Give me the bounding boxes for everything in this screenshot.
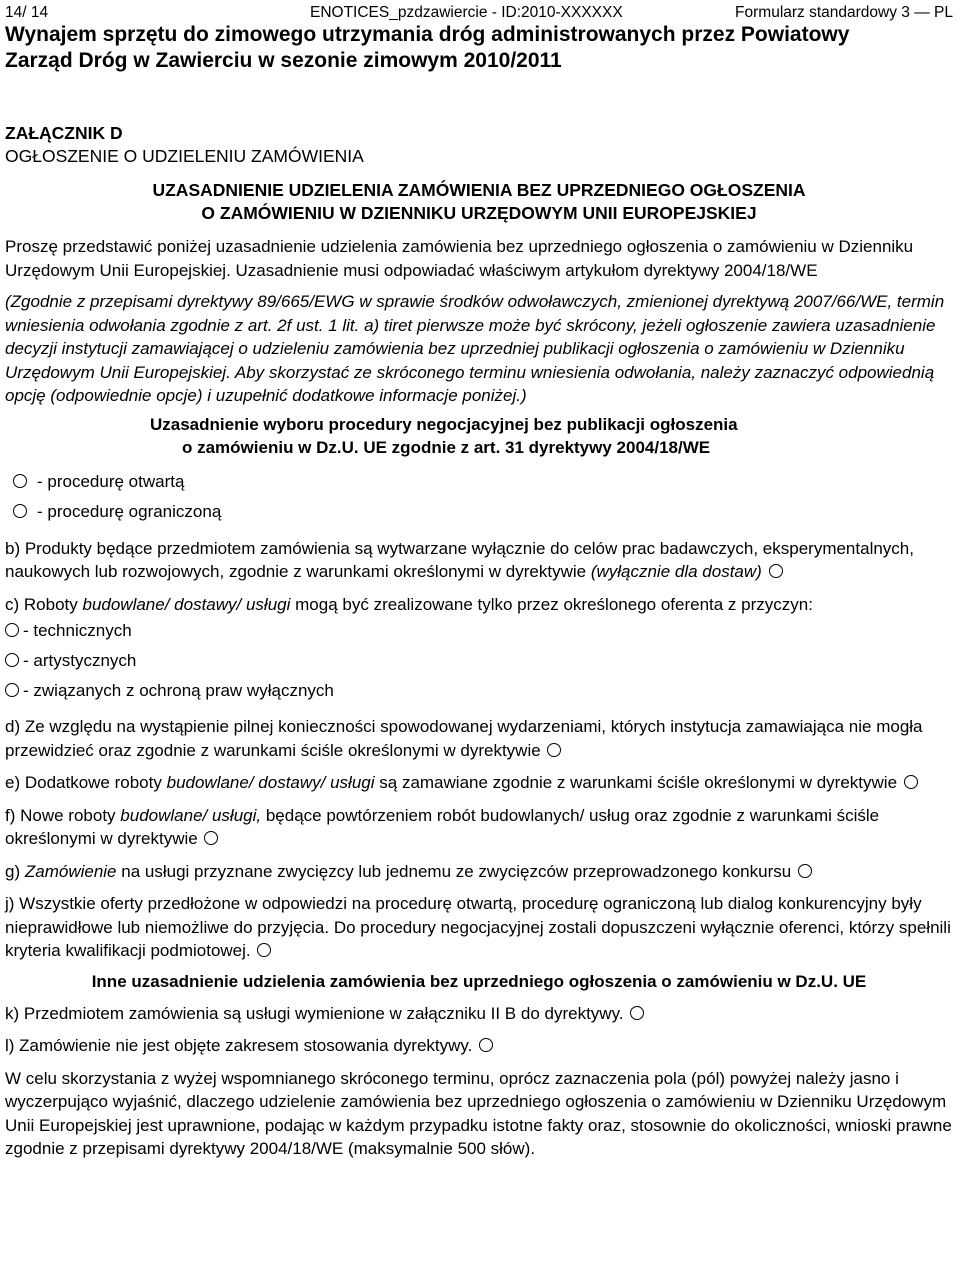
- item-j: [5, 892, 953, 963]
- item-c: [5, 593, 953, 617]
- document-title: [5, 22, 953, 74]
- item-f: [5, 804, 953, 851]
- form-name: Formularz standardowy 3 — PL: [735, 4, 953, 21]
- radio-item-g[interactable]: [798, 864, 812, 878]
- radio-item-j[interactable]: [257, 943, 271, 957]
- document-page: [5, 0, 953, 1161]
- item-l: [5, 1034, 953, 1058]
- radio-item-d[interactable]: [547, 743, 561, 757]
- item-e: [5, 771, 953, 795]
- item-f-suffix: będące powtórzeniem robót budowlanych/ usług oraz zgodnie z warunkami ściśle określonymi w dyrektywie: [5, 805, 880, 848]
- page-header: [5, 0, 953, 22]
- item-f-italic: budowlane/ usługi,: [120, 805, 262, 825]
- radio-exclusive-rights[interactable]: [5, 683, 19, 697]
- item-c-option-artistic[interactable]: [5, 646, 953, 676]
- section-title-line-2: O ZAMÓWIENIU W DZIENNIKU URZĘDOWYM UNII EUROPEJSKIEJ: [201, 203, 757, 223]
- section-title-line-1: UZASADNIENIE UDZIELENIA ZAMÓWIENIA BEZ UPRZEDNIEGO OGŁOSZENIA: [152, 180, 806, 200]
- option-open-label: - procedurę otwartą: [37, 471, 185, 491]
- item-c-italic: budowlane/ dostawy/ usługi: [82, 594, 291, 614]
- annex-subtitle: OGŁOSZENIE O UDZIELENIU ZAMÓWIENIA: [5, 146, 364, 166]
- radio-technical[interactable]: [5, 623, 19, 637]
- procedure-section: [5, 408, 953, 528]
- final-instructions: W celu skorzystania z wyżej wspomnianego skróconego terminu, oprócz zaznaczenia pola (pól) powyżej należy jasno i wyczerpująco wyjaśnić, dlaczego udzielenie zamówienia bez uprzedniego ogłoszenia o zamówieniu w Dzienniku Urzędowym Unii Europejskiej jest uprawnione, podając w każdym przypadku istotne fakty oraz, stosownie do okoliczności, wnioski prawne zgodnie z przepisami dyrektywy 2004/18/WE (maksymalnie 500 słów).: [5, 1068, 952, 1158]
- item-f-prefix: f) Nowe roboty: [5, 805, 116, 825]
- intro-note: (Zgodnie z przepisami dyrektywy 89/665/EWG w sprawie środków odwoławczych, zmienionej dyrektywą 2007/66/WE, termin wniesienia odwołania zgodnie z art. 2f ust. 1 lit. a) tiret pierwsze może być skrócony, jeżeli ogłoszenie zawiera uzasadnienie decyzji instytucji zamawiającej o udzieleniu zamówienia bez uprzedniej publikacji ogłoszenia o zamówieniu w Dzienniku Urzędowym Unii Europejskiej. Aby skorzystać ze skróconego terminu wniesienia odwołania, należy zaznaczyć odpowiednią opcję (odpowiednie opcje) i uzupełnić dodatkowe informacje poniżej.): [5, 292, 945, 405]
- item-d-text: d) Ze względu na wystąpienie pilnej konieczności spowodowanej wydarzeniami, których instytucja zamawiająca nie mogła przewidzieć oraz zgodnie z warunkami ściśle określonymi w dyrektywie: [5, 717, 923, 760]
- item-c-option-1-label: - technicznych: [23, 621, 132, 640]
- item-b-italic: (wyłącznie dla dostaw): [590, 562, 762, 581]
- radio-item-e[interactable]: [904, 775, 918, 789]
- annex-label: ZAŁĄCZNIK D: [5, 123, 123, 143]
- item-j-text: j) Wszystkie oferty przedłożone w odpowiedzi na procedurę otwartą, procedurę ograniczoną lub dialog konkurencyjny były nieprawidłowe lub niemożliwe do przyjęcia. Do procedury negocjacyjnej zostali dopuszczeni wyłącznie oferenci, którzy spełnili kryteria kwalifikacji podmiotowej.: [5, 894, 951, 960]
- item-k: [5, 1002, 953, 1026]
- section-title: [5, 179, 953, 225]
- procedure-heading-line-2: o zamówieniu w Dz.U. UE zgodnie z art. 31 dyrektywy 2004/18/WE: [182, 437, 711, 457]
- page-number: 14/ 14: [5, 4, 49, 21]
- item-g-suffix: na usługi przyznane zwycięzcy lub jednemu ze zwycięzców przeprowadzonego konkursu: [121, 861, 792, 881]
- title-line-2: Zarząd Dróg w Zawierciu w sezonie zimowym 2010/2011: [5, 49, 562, 72]
- title-line-1: Wynajem sprzętu do zimowego utrzymania dróg administrowanych przez Powiatowy: [5, 23, 850, 46]
- item-c-option-3-label: - związanych z ochroną praw wyłącznych: [23, 681, 334, 700]
- item-k-text: k) Przedmiotem zamówienia są usługi wymienione w załączniku II B do dyrektywy.: [5, 1003, 624, 1023]
- item-c-option-exclusive-rights[interactable]: [5, 676, 953, 706]
- item-c-option-technical[interactable]: [5, 616, 953, 646]
- item-c-suffix: mogą być zrealizowane tylko przez określonego oferenta z przyczyn:: [295, 594, 813, 614]
- item-b-text: b) Produkty będące przedmiotem zamówienia są wytwarzane wyłącznie do celów prac badawczych, eksperymentalnych, naukowych lub rozwojowych, zgodnie z warunkami określonymi w dyrektywie: [5, 538, 914, 581]
- item-e-italic: budowlane/ dostawy/ usługi: [166, 773, 375, 792]
- notice-id: ENOTICES_pzdzawiercie - ID:2010-XXXXXX: [310, 4, 623, 21]
- item-g-prefix: g): [5, 861, 21, 881]
- item-d: [5, 715, 953, 762]
- radio-artistic[interactable]: [5, 653, 19, 667]
- item-c-prefix: c) Roboty: [5, 594, 78, 614]
- procedure-heading-line-1: Uzasadnienie wyboru procedury negocjacyjnej bez publikacji ogłoszenia: [150, 414, 738, 434]
- procedure-heading: [150, 413, 850, 459]
- item-g-italic: Zamówienie: [24, 861, 117, 881]
- radio-restricted-procedure[interactable]: [13, 504, 27, 518]
- item-l-text: l) Zamówienie nie jest objęte zakresem stosowania dyrektywy.: [5, 1036, 473, 1055]
- radio-item-f[interactable]: [204, 831, 218, 845]
- item-c-option-2-label: - artystycznych: [23, 651, 137, 670]
- option-open-procedure[interactable]: [11, 471, 184, 493]
- item-b: [5, 537, 953, 584]
- radio-item-b[interactable]: [769, 564, 783, 578]
- item-g: [5, 860, 953, 884]
- radio-item-k[interactable]: [630, 1006, 644, 1020]
- other-justification-heading: Inne uzasadnienie udzielenia zamówienia bez uprzedniego ogłoszenia o zamówieniu w Dz.U. UE: [91, 971, 867, 991]
- radio-open-procedure[interactable]: [13, 474, 27, 488]
- item-e-prefix: e) Dodatkowe roboty: [5, 773, 162, 792]
- radio-item-l[interactable]: [479, 1038, 493, 1052]
- option-restricted-procedure[interactable]: [11, 501, 221, 523]
- option-restricted-label: - procedurę ograniczoną: [37, 501, 222, 521]
- intro-text: Proszę przedstawić poniżej uzasadnienie udzielenia zamówienia bez uprzedniego ogłoszenia o zamówieniu w Dzienniku Urzędowym Unii Europejskiej. Uzasadnienie musi odpowiadać właściwym artykułom dyrektywy 2004/18/WE: [5, 237, 914, 280]
- item-e-suffix: są zamawiane zgodnie z warunkami ściśle określonymi w dyrektywie: [379, 773, 898, 792]
